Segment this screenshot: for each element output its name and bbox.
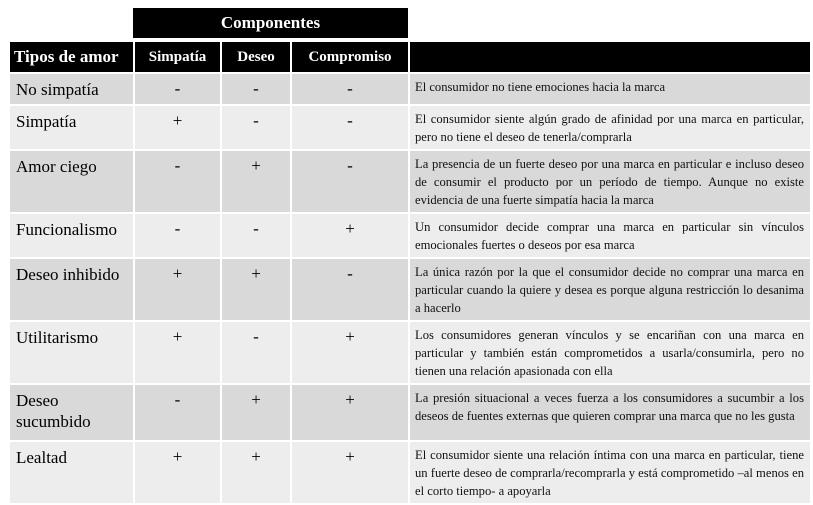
- row-description: La presión situacional a veces fuerza a los consumidores a sucumbir a los deseos de fuentes externas que quieren comprar una marca que no les gusta: [409, 384, 811, 441]
- sympathy-value: -: [134, 384, 221, 441]
- desire-value: +: [221, 441, 291, 504]
- table-row: [9, 441, 811, 504]
- sympathy-value: +: [134, 441, 221, 504]
- table-row: [9, 105, 811, 150]
- commitment-value: +: [291, 321, 409, 384]
- desire-value: -: [221, 321, 291, 384]
- header-commitment: Compromiso: [291, 41, 409, 73]
- header-row: [9, 41, 811, 73]
- commitment-value: -: [291, 150, 409, 213]
- desire-value: +: [221, 150, 291, 213]
- table-row: [9, 73, 811, 105]
- components-header: Componentes: [133, 8, 408, 38]
- row-description: Un consumidor decide comprar una marca en particular sin vínculos emocionales fuertes o deseos por esa marca: [409, 213, 811, 258]
- love-types-table: [8, 40, 812, 505]
- sympathy-value: +: [134, 105, 221, 150]
- sympathy-value: -: [134, 73, 221, 105]
- row-name: Amor ciego: [9, 150, 134, 213]
- table-row: [9, 150, 811, 213]
- sympathy-value: -: [134, 150, 221, 213]
- row-name: No simpatía: [9, 73, 134, 105]
- commitment-value: +: [291, 213, 409, 258]
- header-type: Tipos de amor: [9, 41, 134, 73]
- row-name: Deseo sucumbido: [9, 384, 134, 441]
- desire-value: -: [221, 73, 291, 105]
- commitment-value: +: [291, 441, 409, 504]
- commitment-value: +: [291, 384, 409, 441]
- sympathy-value: -: [134, 213, 221, 258]
- desire-value: +: [221, 384, 291, 441]
- commitment-value: -: [291, 258, 409, 321]
- commitment-value: -: [291, 105, 409, 150]
- header-description: [409, 41, 811, 73]
- row-name: Deseo inhibido: [9, 258, 134, 321]
- row-name: Simpatía: [9, 105, 134, 150]
- table-row: [9, 384, 811, 441]
- row-description: La presencia de un fuerte deseo por una marca en particular e incluso deseo de consumir el producto por un período de tiempo. Aunque no existe evidencia de una fuerte simpatía hacia la marca: [409, 150, 811, 213]
- table-row: [9, 321, 811, 384]
- sympathy-value: +: [134, 321, 221, 384]
- row-name: Funcionalismo: [9, 213, 134, 258]
- desire-value: -: [221, 105, 291, 150]
- header-sympathy: Simpatía: [134, 41, 221, 73]
- sympathy-value: +: [134, 258, 221, 321]
- row-description: El consumidor no tiene emociones hacia la marca: [409, 73, 811, 105]
- header-desire: Deseo: [221, 41, 291, 73]
- row-name: Lealtad: [9, 441, 134, 504]
- desire-value: -: [221, 213, 291, 258]
- row-description: El consumidor siente una relación íntima con una marca en particular, tiene un fuerte deseo de comprarla/recomprarla y está comprometido –al menos en el corto tiempo- a apoyarla: [409, 441, 811, 504]
- desire-value: +: [221, 258, 291, 321]
- table-row: [9, 213, 811, 258]
- row-description: La única razón por la que el consumidor decide no comprar una marca en particular cuando la quiere y desea es porque alguna restricción lo desanima a hacerlo: [409, 258, 811, 321]
- row-description: Los consumidores generan vínculos y se encariñan con una marca en particular y también están comprometidos a usarla/consumirla, pero no tienen una relación apasionada con ella: [409, 321, 811, 384]
- row-name: Utilitarismo: [9, 321, 134, 384]
- commitment-value: -: [291, 73, 409, 105]
- table-row: [9, 258, 811, 321]
- row-description: El consumidor siente algún grado de afinidad por una marca en particular, pero no tiene el deseo de tenerla/comprarla: [409, 105, 811, 150]
